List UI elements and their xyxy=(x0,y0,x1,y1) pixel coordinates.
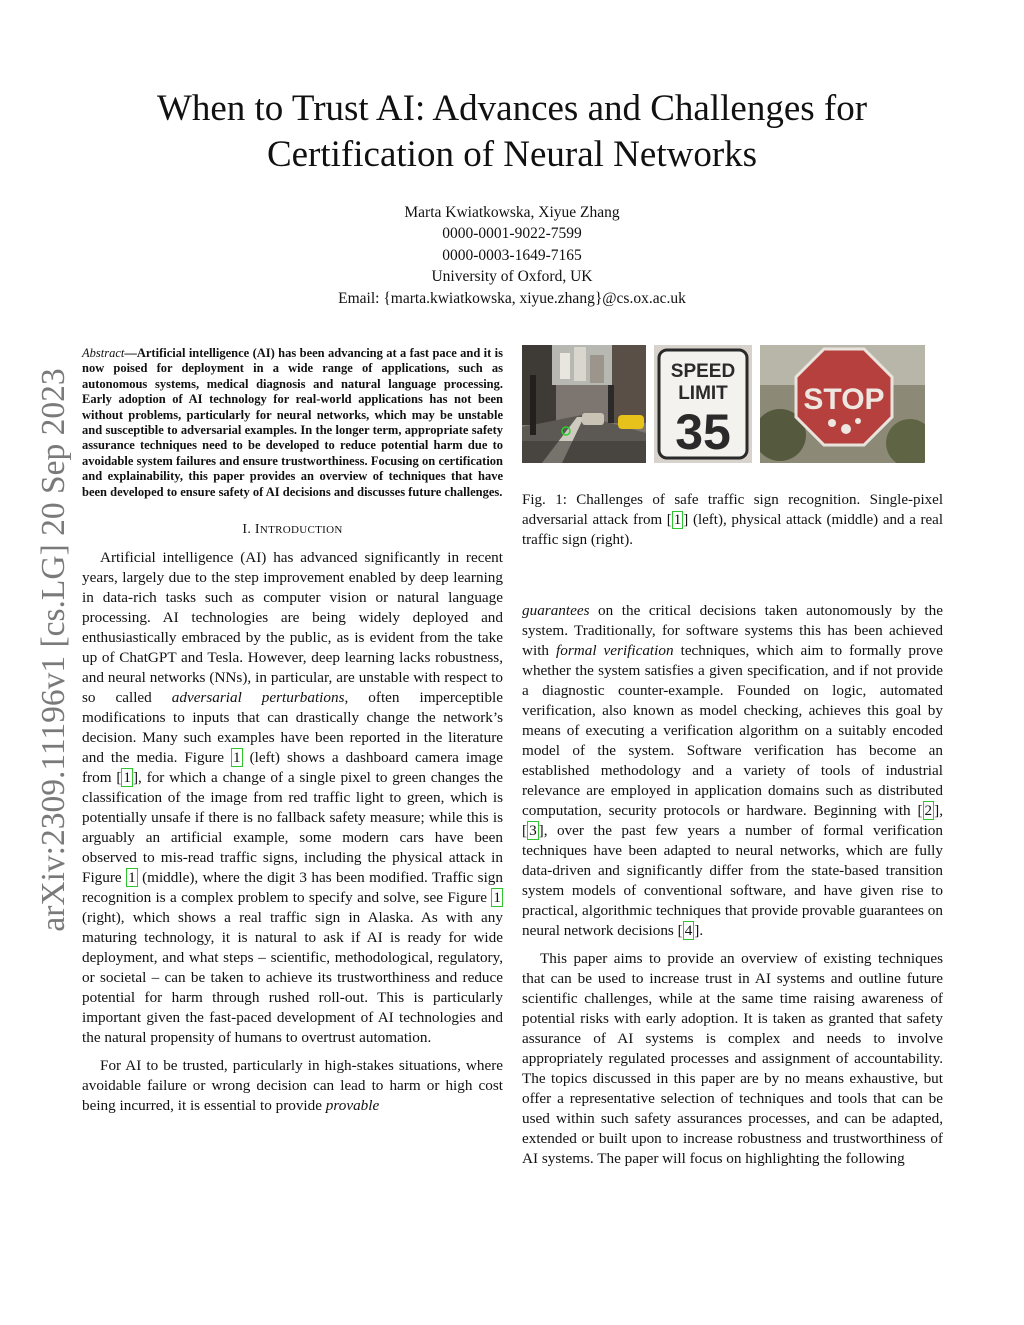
citation-3-link[interactable]: 3 xyxy=(529,822,537,839)
text-run: For AI to be trusted, particularly in high-stakes situations, where avoidable failure or wrong decision can lead to harm or high cost being incurred, it is essential to provide xyxy=(82,1057,503,1115)
section-heading-introduction xyxy=(82,522,503,538)
figure-1-link[interactable]: 1 xyxy=(493,889,501,907)
emphasis: formal verification xyxy=(556,642,674,659)
text-run: , for which a change of a single pixel to green changes the classification of the image from red traffic light to green, which is potentially unsafe if there is no fallback safety measure; while this is arguably an artificial example, some modern cars have been observed to mis-read traffic signs, including the physical attack in Figure xyxy=(82,769,503,887)
speed-limit-sign-image xyxy=(654,345,752,463)
section-initial: I xyxy=(254,522,260,538)
section-title-rest: NTRODUCTION xyxy=(259,524,343,537)
affiliation: University of Oxford, UK xyxy=(431,268,593,286)
abstract-text: Artificial intelligence (AI) has been advancing at a fast pace and it is now poised for deployment in a wide range of applications, such as autonomous systems, medical diagnosis and natural language processing. Early adoption of AI technology for real-world applications has not been without problems, particularly for neural networks, which may be unstable and susceptible to adversarial examples. In the longer term, appropriate safety assurance techniques need to be developed to reduce potential harm due to avoidable system failures and ensure trustworthiness. Focusing on certification and explainability, this paper provides an overview of techniques that have been developed to ensure safety of AI decisions and discusses future challenges. xyxy=(82,346,503,499)
text-run: Artificial intelligence (AI) has advanced significantly in recent years, largely due to the step improvement enabled by deep learning in data-rich tasks such as computer vision or natural language processing. AI technologies are being widely deployed and enthusiastically embraced by the public, as is evident from the take up of ChatGPT and Tesla. However, deep learning lacks robustness, and neural networks (NNs), in particular, are unstable with respect to so called xyxy=(82,549,503,707)
citation-4-link[interactable]: 4 xyxy=(684,922,693,939)
text-run: (right), which shows a real traffic sign in Alaska. As with any maturing technology, it is natural to ask if AI is ready for wide deployment, and what steps – scientific, methodological, regulatory, or societal – can be taken to achieve its trustworthiness and reduce potential for harm through rushed roll-out. This is particularly important given the fast-paced development of AI technologies and the natural propensity of humans to overtrust automation. xyxy=(82,909,503,1047)
author-names: Marta Kwiatkowska, Xiyue Zhang xyxy=(404,204,620,221)
orcid-1: 0000-0001-9022-7599 xyxy=(442,225,582,243)
sign-text-stop: STOP xyxy=(803,383,885,416)
abstract xyxy=(82,346,503,500)
text-run: techniques, which aim to formally prove whether the system satisfies a given specification, and if not provide a diagnostic counter-example. Founded on logic, automated verification, also known as model checking, achieves this goal by means of executing a verification algorithm on a suitably encoded model of the system. Software verification has become an established methodology and a variety of tools of industrial relevance are employed in application domains such as distributed computation, security protocols or hardware. Beginning with xyxy=(522,642,943,819)
text-run: , over the past few years a number of formal verification techniques have been adapted to neural networks, which are fully data-driven and significantly differ from the state-based transition system models of conventional software, and have given rise to practical, algorithmic techniques that provide provable guarantees on neural network decisions xyxy=(522,822,943,939)
figure-1-link[interactable]: 1 xyxy=(128,869,136,887)
intro-paragraph-3: This paper aims to provide an overview of existing techniques that can be used to increase trust in AI systems and outline future scientific challenges, while at the same time raising awareness of potential risks with early adoption. It is taken as granted that safety assurance of AI systems is complex and needs to involve appropriately regulated processes and assignment of accountability. The topics discussed in this paper are by no means exhaustive, but offer a representative selection of techniques and tools that can be used within such safety assurances processes, and can be adapted, extended or built upon to increase robustness and trustworthiness of AI systems. The paper will focus on highlighting the following xyxy=(522,950,943,1167)
figure-1 xyxy=(522,345,943,463)
emphasis: guarantees xyxy=(522,602,590,619)
paper-title xyxy=(80,86,944,178)
text-run: , xyxy=(939,802,943,819)
text-run: on the critical decisions taken autonomously by the system. Traditionally, for software systems this has been achieved with xyxy=(522,602,943,659)
right-body-text xyxy=(522,601,943,1169)
dashboard-camera-image xyxy=(522,345,646,463)
abstract-label: Abstract xyxy=(82,346,125,360)
emphasis: provable xyxy=(325,1097,380,1115)
intro-paragraph-2 xyxy=(82,1056,503,1116)
title-line-2: Certification of Neural Networks xyxy=(266,134,758,175)
text-run: , often imperceptible modifications to inputs that can drastically change the network’s decision. Many such examples have been reported in the literature and the media. Figure xyxy=(82,689,503,767)
text-run: . xyxy=(699,922,704,939)
intro-paragraph-1: Artificial intelligence (AI) has advanced significantly in recent years, largely due to the step improvement enabled by deep learning in data-rich tasks such as computer vision or natural language processing. AI technologies are being widely deployed and enthusiastically embraced by the public, as is evident from the take up of ChatGPT and Tesla. However, deep learning lacks robustness, and neural networks (NNs), in particular, are unstable with respect to so called adversarial perturbations, often imperceptible modifications to inputs that can drastically change the network’s decision. Many such examples have been reported in the literature and the media. Figure 1 (left) shows a dashboard camera image from [ 1 ], for which a change of a single pixel to green changes the classification of the image from red traffic light to green, which is potentially unsafe if there is no fallback safety measure; while this is arguably an artificial example, some modern cars have been observed to mis-read traffic signs, including the physical attack in Figure 1 (middle), where the digit 3 has been modified. Traffic sign recognition is a complex problem to specify and solve, see Figure 1 (right), which shows a real traffic sign in Alaska. As with any maturing technology, it is natural to ask if AI is ready for wide deployment, and what steps – scientific, methodological, regulatory, or societal – can be taken to achieve its trustworthiness and reduce potential for harm through rushed roll-out. This is particularly important given the fast-paced development of AI technologies and the natural propensity of humans to overtrust automation. xyxy=(82,549,503,1047)
sign-text-speed: SPEED xyxy=(670,361,736,382)
figure-1-link[interactable]: 1 xyxy=(233,749,241,767)
citation-1-link[interactable]: 1 xyxy=(673,512,682,528)
stop-sign-graphic xyxy=(760,345,925,463)
right-column xyxy=(522,345,943,1169)
email: Email: {marta.kwiatkowska, xiyue.zhang}@cs.ox.ac.uk xyxy=(338,289,686,307)
text-run: (left), physical attack (middle) and a real traffic sign (right). xyxy=(522,512,944,548)
text-run: (middle), where the digit 3 has been modified. Traffic sign recognition is a complex problem to specify and solve, see Figure xyxy=(82,869,503,907)
title-line-1: When to Trust AI: Advances and Challenges for xyxy=(156,88,868,129)
stop-sign-image xyxy=(760,345,925,463)
orcid-2: 0000-0003-1649-7165 xyxy=(442,246,582,264)
citation-1-link[interactable]: 1 xyxy=(123,769,131,787)
sign-text-limit: LIMIT xyxy=(678,383,728,404)
text-run: Fig. 1: Challenges of safe traffic sign recognition. Single-pixel adversarial attack from xyxy=(522,492,943,528)
emphasis: adversarial perturbations xyxy=(171,689,345,707)
sign-text-35: 35 xyxy=(675,404,731,460)
author-block xyxy=(80,202,944,309)
section-numeral: I. xyxy=(242,522,255,538)
citation-2-link[interactable]: 2 xyxy=(924,802,933,819)
speed-limit-sign-graphic xyxy=(654,345,752,463)
abstract-dash: — xyxy=(124,346,137,360)
intro-paragraph-2-continued: guarantees on the critical decisions taken autonomously by the system. Traditionally, for software systems this has been achieved with formal verification techniques, which aim to formally prove whether the system satisfies a given specification, and if not provide a diagnostic counter-example. Founded on logic, automated verification, also known as model checking, achieves this goal by means of executing a verification algorithm on a suitably encoded model of the system. Software verification has become an established methodology and a variety of tools of industrial relevance are employed in application domains such as distributed computation, security protocols or hardware. Beginning with [ 2 ], [ 3 ], over the past few years a number of formal verification techniques have been adapted to neural networks, which are fully data-driven and significantly differ from the state-based transition system models of conventional software, and have given rise to practical, algorithmic techniques that provide provable guarantees on neural network decisions [ 4 ]. xyxy=(522,602,943,939)
left-column xyxy=(82,346,503,1116)
text-run: (left) shows a dashboard camera image from xyxy=(82,749,503,787)
arxiv-identifier: arXiv:2309.11196v1 [cs.LG] 20 Sep 2023 xyxy=(35,368,72,932)
street-scene-graphic xyxy=(522,345,646,463)
figure-1-caption: Fig. 1: Challenges of safe traffic sign recognition. Single-pixel adversarial attack from [ 1 ] (left), physical attack (middle) and a real traffic sign (right). xyxy=(522,492,944,548)
